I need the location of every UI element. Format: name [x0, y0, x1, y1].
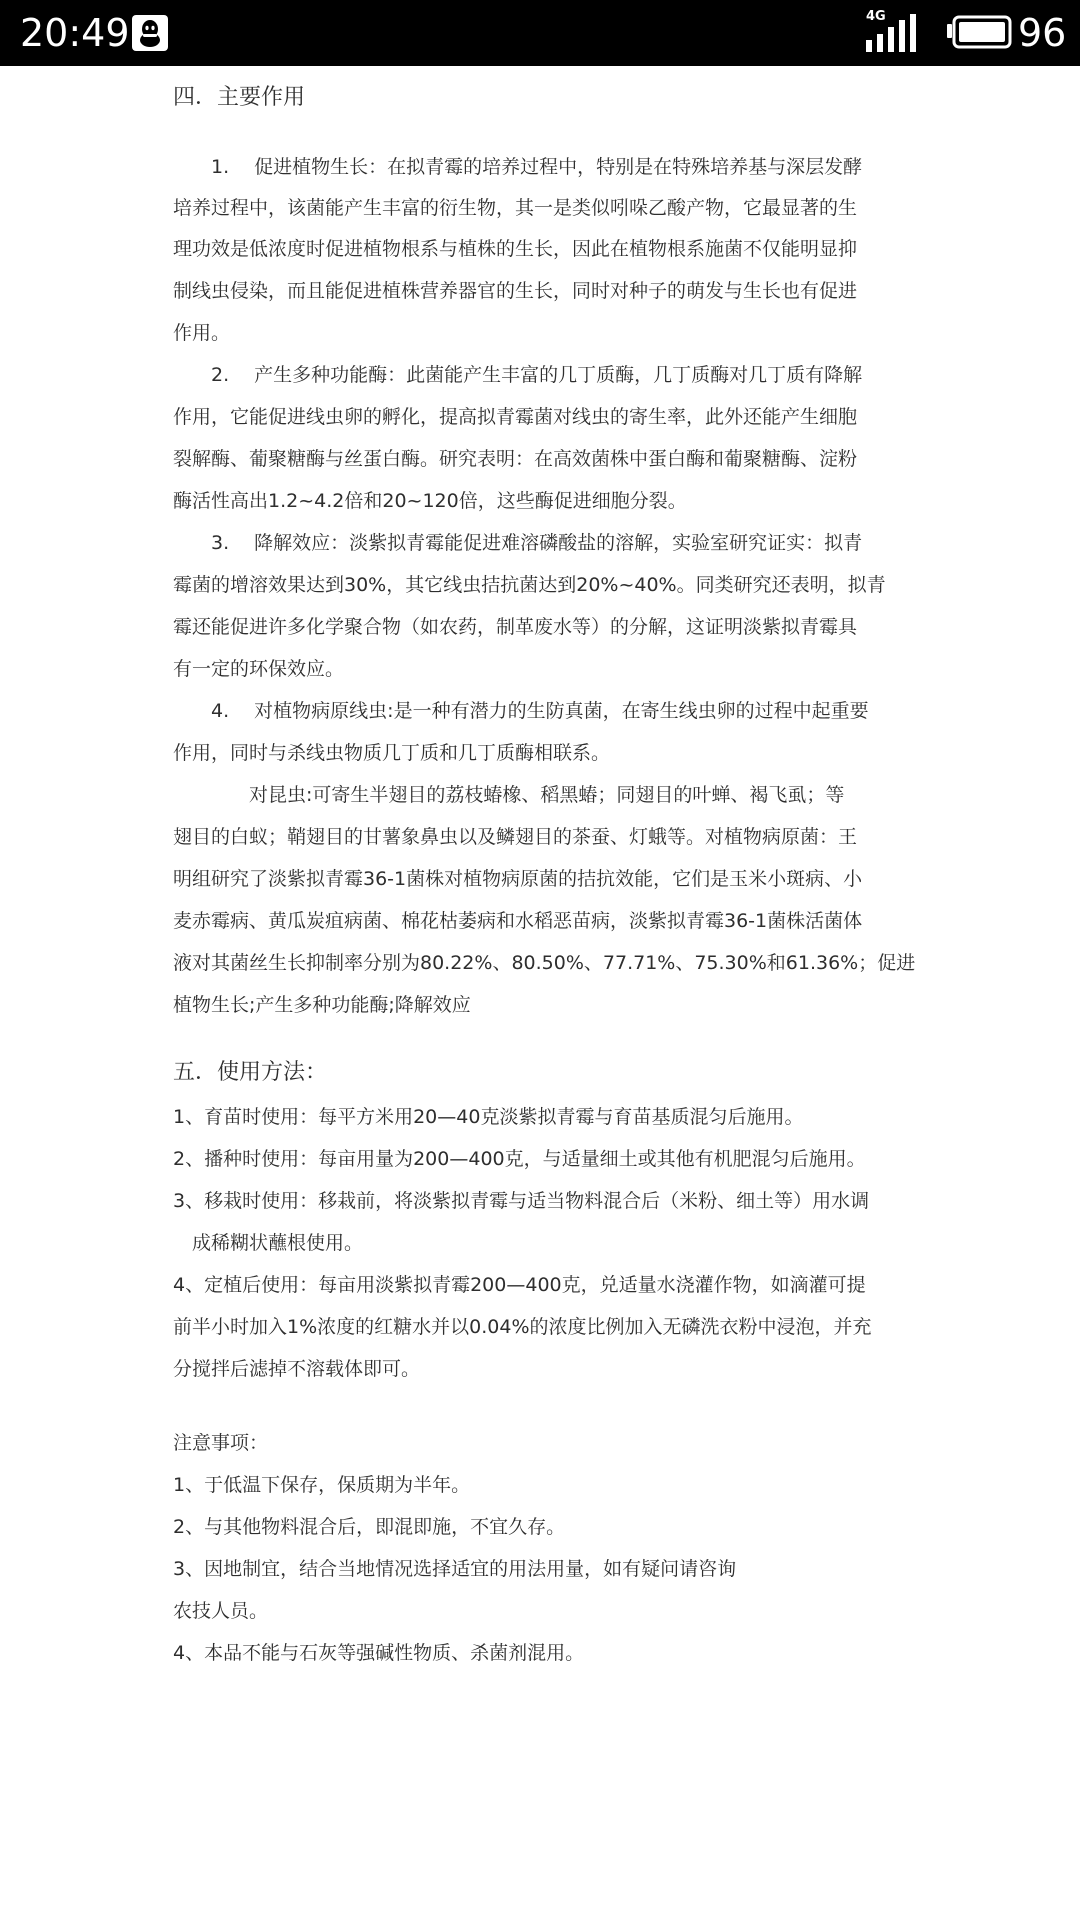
- paragraph-3-line: 3. 降解效应：淡紫拟青霉能促进难溶磷酸盐的溶解，实验室研究证实：拟青: [173, 532, 863, 554]
- paragraph-2-line: 裂解酶、葡聚糖酶与丝蛋白酶。研究表明：在高效菌株中蛋白酶和葡聚糖酶、淀粉: [173, 448, 858, 470]
- network-type-label: 4G: [866, 9, 886, 24]
- paragraph-2-line: 酶活性高出1.2~4.2倍和20~120倍，这些酶促进细胞分裂。: [173, 490, 687, 512]
- note-3-line: 3、因地制宜，结合当地情况选择适宜的用法用量，如有疑问请咨询: [173, 1558, 737, 1580]
- status-time: 20:49: [20, 11, 130, 55]
- paragraph-1-line: 1. 促进植物生长：在拟青霉的培养过程中，特别是在特殊培养基与深层发酵: [173, 156, 863, 178]
- section-5-title: 五．使用方法：: [173, 1060, 328, 1085]
- paragraph-5-line: 液对其菌丝生长抑制率分别为80.22%、80.50%、77.71%、75.30%和61.36%；促进: [173, 952, 916, 974]
- notes-title: 注意事项：: [173, 1432, 269, 1454]
- paragraph-5-line: 明组研究了淡紫拟青霉36-1菌株对植物病原菌的拮抗效能，它们是玉米小斑病、小: [173, 868, 863, 890]
- method-1-line: 1、育苗时使用：每平方米用20—40克淡紫拟青霉与育苗基质混匀后施用。: [173, 1106, 804, 1128]
- paragraph-4-line: 作用，同时与杀线虫物质几丁质和几丁质酶相联系。: [173, 742, 611, 764]
- paragraph-1-line: 作用。: [173, 322, 231, 344]
- status-bar: [0, 0, 1080, 66]
- paragraph-5-line: 翅目的白蚁；鞘翅目的甘薯象鼻虫以及鳞翅目的茶蚕、灯蛾等。对植物病原菌：王: [173, 826, 858, 848]
- paragraph-3-line: 霉还能促进许多化学聚合物（如农药，制革废水等）的分解，这证明淡紫拟青霉具: [173, 616, 858, 638]
- note-2: 2、与其他物料混合后，即混即施，不宜久存。: [173, 1516, 566, 1538]
- method-2-line: 2、播种时使用：每亩用量为200—400克，与适量细土或其他有机肥混匀后施用。: [173, 1148, 866, 1170]
- paragraph-3-line: 有一定的环保效应。: [173, 658, 345, 680]
- method-4-line: 前半小时加入1%浓度的红糖水并以0.04%的浓度比例加入无磷洗衣粉中浸泡，并充: [173, 1316, 872, 1338]
- method-3-line: 3、移栽时使用：移栽前，将淡紫拟青霉与适当物料混合后（米粉、细土等）用水调: [173, 1190, 870, 1212]
- battery-level: 96: [1018, 11, 1067, 55]
- note-3-line: 农技人员。: [173, 1600, 269, 1622]
- paragraph-3-line: 霉菌的增溶效果达到30%，其它线虫拮抗菌达到20%~40%。同类研究还表明，拟青: [173, 574, 886, 596]
- paragraph-4-line: 4. 对植物病原线虫:是一种有潜力的生防真菌，在寄生线虫卵的过程中起重要: [173, 700, 869, 722]
- paragraph-5-line: 对昆虫:可寄生半翅目的荔枝蝽橡、稻黑蝽；同翅目的叶蝉、褐飞虱；等: [173, 784, 845, 806]
- note-4: 4、本品不能与石灰等强碱性物质、杀菌剂混用。: [173, 1642, 585, 1664]
- paragraph-1-line: 理功效是低浓度时促进植物根系与植株的生长，因此在植物根系施菌不仅能明显抑: [173, 238, 858, 260]
- paragraph-1-line: 制线虫侵染，而且能促进植株营养器官的生长，同时对种子的萌发与生长也有促进: [173, 280, 858, 302]
- paragraph-1-line: 培养过程中，该菌能产生丰富的衍生物，其一是类似吲哚乙酸产物，它最显著的生: [173, 197, 858, 219]
- signal-icon: [866, 14, 922, 52]
- paragraph-2-line: 2. 产生多种功能酶：此菌能产生丰富的几丁质酶，几丁质酶对几丁质有降解: [173, 364, 863, 386]
- method-4-line: 分搅拌后滤掉不溶载体即可。: [173, 1358, 421, 1380]
- paragraph-5-line: 麦赤霉病、黄瓜炭疽病菌、棉花枯萎病和水稻恶苗病，淡紫拟青霉36-1菌株活菌体: [173, 910, 863, 932]
- note-1: 1、于低温下保存，保质期为半年。: [173, 1474, 471, 1496]
- method-4-line: 4、定植后使用：每亩用淡紫拟青霉200—400克，兑适量水浇灌作物，如滴灌可提: [173, 1274, 866, 1296]
- paragraph-2-line: 作用，它能促进线虫卵的孵化，提高拟青霉菌对线虫的寄生率，此外还能产生细胞: [173, 406, 858, 428]
- qq-icon: [132, 15, 168, 51]
- paragraph-5-line: 植物生长;产生多种功能酶;降解效应: [173, 994, 471, 1016]
- section-4-title: 四．主要作用: [173, 85, 306, 110]
- battery-icon: [946, 15, 1012, 49]
- method-3-line: 成稀糊状蘸根使用。: [173, 1232, 364, 1254]
